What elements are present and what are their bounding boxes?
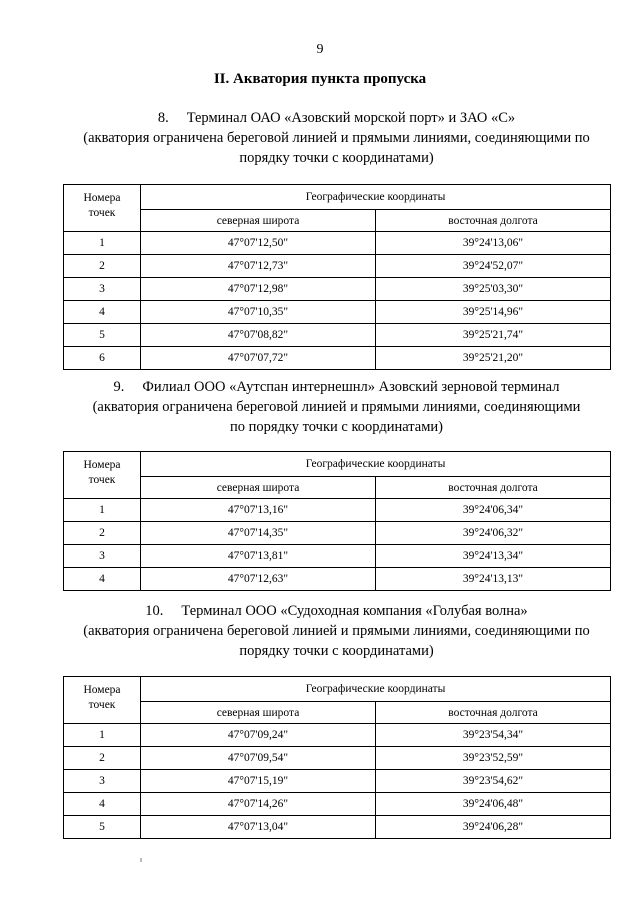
longitude-cell: 39°24'13,06": [376, 232, 611, 255]
point-number-cell: 1: [64, 499, 141, 522]
latitude-cell: 47°07'07,72": [141, 347, 376, 370]
table-row: [64, 793, 611, 816]
latitude-cell: 47°07'12,73": [141, 255, 376, 278]
latitude-cell: 47°07'14,26": [141, 793, 376, 816]
point-number-cell: 2: [64, 747, 141, 770]
longitude-cell: 39°24'06,28": [376, 816, 611, 839]
table-row: [64, 347, 611, 370]
point-number-cell: 1: [64, 232, 141, 255]
block-number: 8.: [157, 110, 169, 126]
longitude-cell: 39°23'54,34": [376, 724, 611, 747]
page-number: 9: [316, 42, 324, 57]
latitude-cell: 47°07'12,50": [141, 232, 376, 255]
coordinates-table: [63, 676, 611, 839]
header-point-numbers: Номера точек: [64, 185, 141, 232]
point-number-cell: 2: [64, 522, 141, 545]
block-heading: [63, 108, 610, 128]
table-row: [64, 255, 611, 278]
longitude-cell: 39°25'21,20": [376, 347, 611, 370]
block-note-line-1: (акватория ограничена береговой линией и прямыми линиями, соединяющими по: [83, 130, 590, 146]
latitude-cell: 47°07'12,63": [141, 568, 376, 591]
point-number-cell: 1: [64, 724, 141, 747]
scan-mark: [140, 858, 142, 862]
block-heading: [63, 377, 610, 397]
coordinates-table: [63, 451, 611, 591]
block-note-line-1: (акватория ограничена береговой линией и прямыми линиями, соединяющими: [92, 399, 581, 415]
point-number-cell: 4: [64, 568, 141, 591]
terminal-block-9: [63, 377, 610, 591]
latitude-cell: 47°07'08,82": [141, 324, 376, 347]
header-geo-coordinates: Географические координаты: [141, 452, 611, 477]
header-geo-coordinates: Географические координаты: [141, 677, 611, 702]
latitude-cell: 47°07'13,81": [141, 545, 376, 568]
header-geo-coordinates: Географические координаты: [141, 185, 611, 210]
header-longitude: восточная долгота: [376, 477, 611, 499]
header-longitude: восточная долгота: [376, 210, 611, 232]
latitude-cell: 47°07'10,35": [141, 301, 376, 324]
longitude-cell: 39°24'06,48": [376, 793, 611, 816]
block-heading: [63, 601, 610, 621]
longitude-cell: 39°23'52,59": [376, 747, 611, 770]
latitude-cell: 47°07'15,19": [141, 770, 376, 793]
point-number-cell: 2: [64, 255, 141, 278]
header-longitude: восточная долгота: [376, 702, 611, 724]
point-number-cell: 4: [64, 301, 141, 324]
table-row: [64, 816, 611, 839]
coordinates-table: [63, 184, 611, 370]
table-row: [64, 770, 611, 793]
terminal-block-8: [63, 108, 610, 370]
block-number: 10.: [145, 603, 164, 619]
longitude-cell: 39°24'13,34": [376, 545, 611, 568]
point-number-cell: 3: [64, 278, 141, 301]
point-number-cell: 5: [64, 816, 141, 839]
point-number-cell: 4: [64, 793, 141, 816]
header-latitude: северная широта: [141, 702, 376, 724]
header-point-numbers: Номера точек: [64, 677, 141, 724]
point-number-cell: 3: [64, 770, 141, 793]
table-row: [64, 724, 611, 747]
longitude-cell: 39°24'52,07": [376, 255, 611, 278]
latitude-cell: 47°07'13,04": [141, 816, 376, 839]
section-heading: II. Акватория пункта пропуска: [213, 71, 427, 87]
block-note-line-2: порядку точки с координатами): [239, 150, 434, 166]
longitude-cell: 39°23'54,62": [376, 770, 611, 793]
longitude-cell: 39°24'13,13": [376, 568, 611, 591]
longitude-cell: 39°24'06,32": [376, 522, 611, 545]
latitude-cell: 47°07'12,98": [141, 278, 376, 301]
header-latitude: северная широта: [141, 477, 376, 499]
block-note-line-2: порядку точки с координатами): [239, 643, 434, 659]
latitude-cell: 47°07'09,24": [141, 724, 376, 747]
latitude-cell: 47°07'09,54": [141, 747, 376, 770]
point-number-cell: 5: [64, 324, 141, 347]
block-note-line-2: по порядку точки с координатами): [230, 419, 443, 435]
table-row: [64, 324, 611, 347]
table-row: [64, 499, 611, 522]
latitude-cell: 47°07'14,35": [141, 522, 376, 545]
table-row: [64, 522, 611, 545]
block-note-line-1: (акватория ограничена береговой линией и прямыми линиями, соединяющими по: [83, 623, 590, 639]
table-row: [64, 301, 611, 324]
longitude-cell: 39°24'06,34": [376, 499, 611, 522]
table-row: [64, 568, 611, 591]
table-row: [64, 278, 611, 301]
longitude-cell: 39°25'03,30": [376, 278, 611, 301]
table-row: [64, 545, 611, 568]
block-title: Терминал ООО «Судоходная компания «Голубая волна»: [181, 603, 528, 619]
block-number: 9.: [113, 379, 125, 395]
longitude-cell: 39°25'21,74": [376, 324, 611, 347]
table-row: [64, 232, 611, 255]
block-title: Терминал ОАО «Азовский морской порт» и ЗАО «С»: [186, 110, 516, 126]
longitude-cell: 39°25'14,96": [376, 301, 611, 324]
point-number-cell: 3: [64, 545, 141, 568]
point-number-cell: 6: [64, 347, 141, 370]
table-row: [64, 747, 611, 770]
block-title: Филиал ООО «Аутспан интернешнл» Азовский зерновой терминал: [142, 379, 560, 395]
latitude-cell: 47°07'13,16": [141, 499, 376, 522]
header-point-numbers: Номера точек: [64, 452, 141, 499]
terminal-block-10: [63, 601, 610, 839]
header-latitude: северная широта: [141, 210, 376, 232]
